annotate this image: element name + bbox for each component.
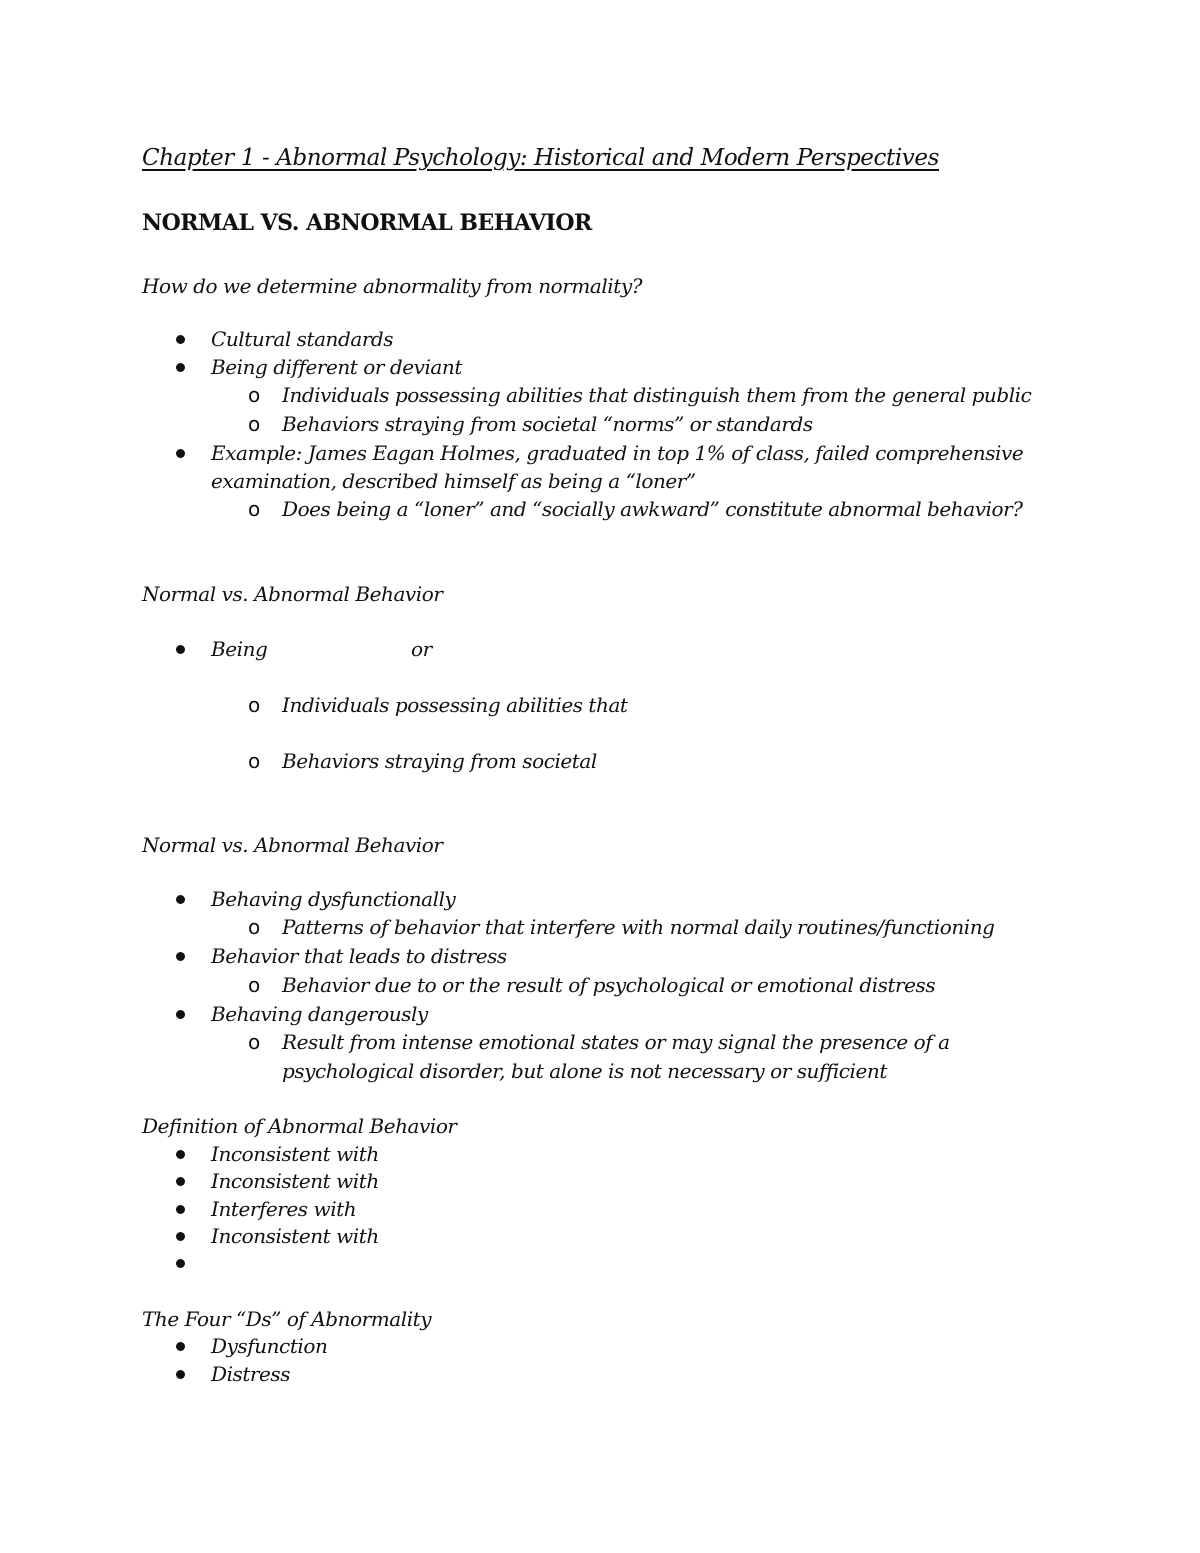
- bullet-dot-icon: [176, 1342, 185, 1351]
- sub-bullet-icon: o: [248, 1030, 261, 1054]
- list-item: Inconsistent with: [211, 1169, 379, 1193]
- section-subheading: The Four “Ds” of Abnormality: [142, 1307, 432, 1331]
- list-item-fragment: or: [411, 637, 432, 661]
- question-text: How do we determine abnormality from normality?: [142, 274, 642, 298]
- list-item: Example: James Eagan Holmes, graduated in top 1% of class, failed comprehensive: [211, 441, 1024, 465]
- sub-bullet-icon: o: [248, 973, 261, 997]
- bullet-dot-icon: [176, 1010, 185, 1019]
- sub-list-item: Does being a “loner” and “socially awkward” constitute abnormal behavior?: [282, 497, 1023, 521]
- sub-bullet-icon: o: [248, 693, 261, 717]
- sub-bullet-icon: o: [248, 412, 261, 436]
- bullet-dot-icon: [176, 335, 185, 344]
- sub-list-item-continuation: psychological disorder, but alone is not necessary or sufficient: [282, 1059, 887, 1083]
- section-subheading: Definition of Abnormal Behavior: [142, 1114, 457, 1138]
- bullet-dot-icon: [176, 1370, 185, 1379]
- bullet-dot-icon: [176, 952, 185, 961]
- sub-list-item: Behavior due to or the result of psychological or emotional distress: [282, 973, 936, 997]
- list-item: Distress: [211, 1362, 291, 1386]
- bullet-dot-icon: [176, 1232, 185, 1241]
- list-item: Behavior that leads to distress: [211, 944, 507, 968]
- bullet-dot-icon: [176, 1259, 185, 1268]
- section-subheading: Normal vs. Abnormal Behavior: [142, 833, 443, 857]
- sub-bullet-icon: o: [248, 383, 261, 407]
- list-item: Being different or deviant: [211, 355, 462, 379]
- list-item: Behaving dangerously: [211, 1002, 428, 1026]
- bullet-dot-icon: [176, 1150, 185, 1159]
- bullet-dot-icon: [176, 1177, 185, 1186]
- list-item: Dysfunction: [211, 1334, 328, 1358]
- sub-list-item: Individuals possessing abilities that distinguish them from the general public: [282, 383, 1032, 407]
- bullet-dot-icon: [176, 1205, 185, 1214]
- list-item: Inconsistent with: [211, 1142, 379, 1166]
- sub-list-item: Patterns of behavior that interfere with normal daily routines/functioning: [282, 915, 995, 939]
- bullet-dot-icon: [176, 363, 185, 372]
- bullet-dot-icon: [176, 645, 185, 654]
- section-subheading: Normal vs. Abnormal Behavior: [142, 582, 443, 606]
- sub-list-item: Behaviors straying from societal “norms” or standards: [282, 412, 813, 436]
- section-heading: NORMAL VS. ABNORMAL BEHAVIOR: [142, 210, 592, 236]
- document-title: Chapter 1 - Abnormal Psychology: Historical and Modern Perspectives: [142, 145, 939, 171]
- sub-bullet-icon: o: [248, 497, 261, 521]
- sub-list-item: Behaviors straying from societal: [282, 749, 597, 773]
- sub-bullet-icon: o: [248, 749, 261, 773]
- bullet-dot-icon: [176, 449, 185, 458]
- list-item: Inconsistent with: [211, 1224, 379, 1248]
- list-item: Behaving dysfunctionally: [211, 887, 456, 911]
- list-item: Cultural standards: [211, 327, 394, 351]
- list-item: Interferes with: [211, 1197, 357, 1221]
- sub-list-item: Individuals possessing abilities that: [282, 693, 628, 717]
- bullet-dot-icon: [176, 895, 185, 904]
- sub-list-item: Result from intense emotional states or may signal the presence of a: [282, 1030, 950, 1054]
- sub-bullet-icon: o: [248, 915, 261, 939]
- list-item: Being: [211, 637, 268, 661]
- list-item-continuation: examination, described himself as being a “loner”: [211, 469, 696, 493]
